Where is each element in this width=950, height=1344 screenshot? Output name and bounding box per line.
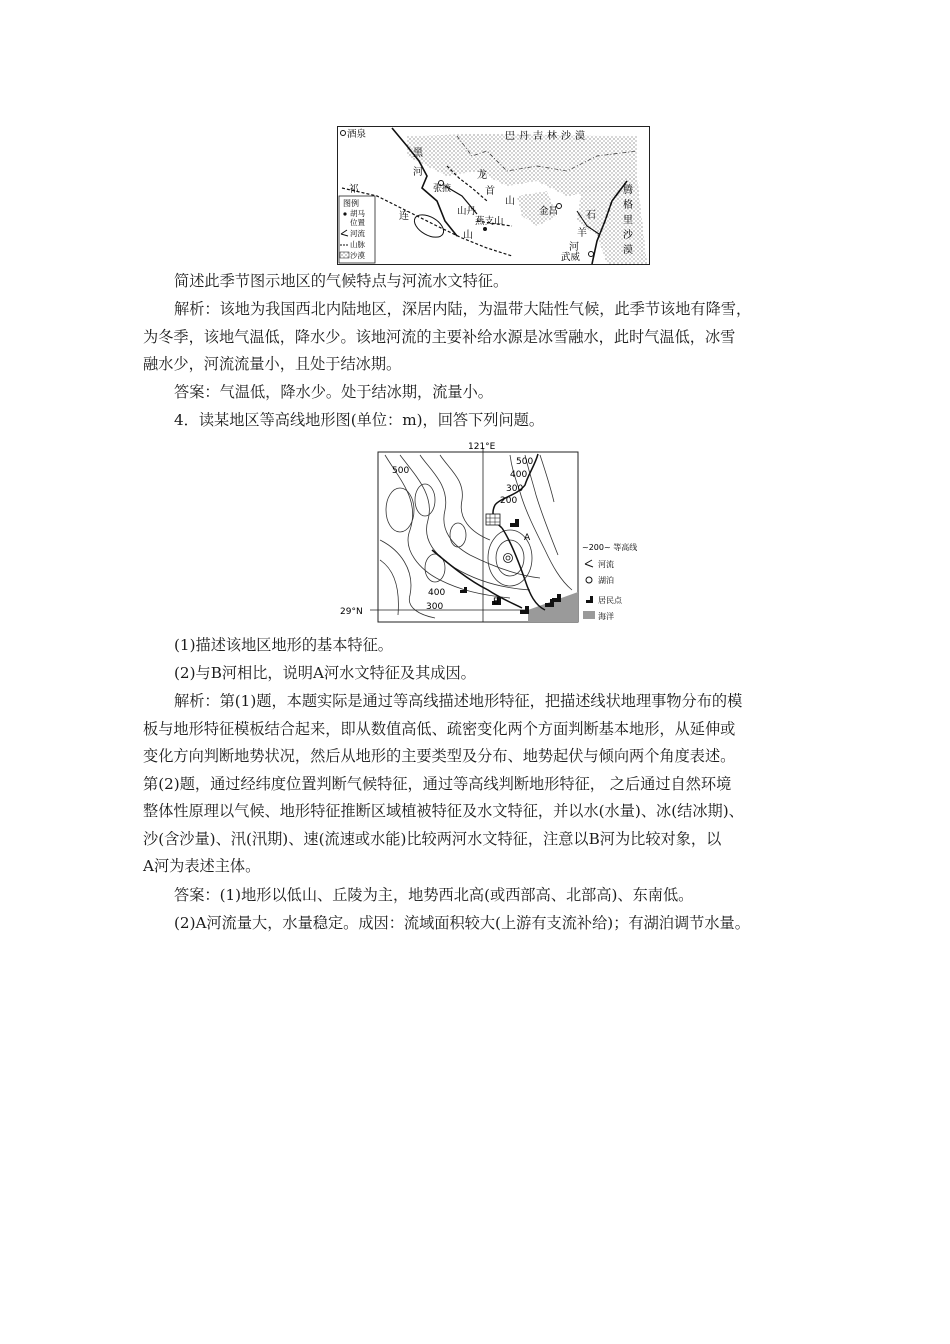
town-block [486, 514, 500, 525]
lon-label: 121°E [468, 442, 496, 452]
legend-desert: 沙漠 [350, 251, 365, 260]
legend-desert-icon [340, 252, 349, 258]
q4-answer2-text: (2)A河流量大，水量稳定。成因：流域面积较大(上游有支流补给)；有湖泊调节水量。 [174, 914, 750, 932]
contour-500-label: 500 [516, 457, 534, 467]
contour-map [340, 440, 640, 627]
river-a-label: A [524, 533, 531, 543]
q4-analysis-line: 解析：第(1)题，本题实际是通过等高线描述地形特征，把描述线状地理事物分布的模 [174, 692, 743, 710]
jiuquan-label: 酒泉 [347, 129, 367, 140]
legend-huma-a: 胡马 [350, 209, 365, 218]
legend-lake-icon [586, 577, 592, 583]
shan-2-label: 山 [463, 230, 473, 241]
legend-settlement: 居民点 [598, 596, 622, 605]
q4-analysis-line: A河为表述主体。 [143, 857, 261, 875]
q4-sub1-text: (1)描述该地区地形的基本特征。 [174, 636, 393, 654]
huma-position-marker [483, 227, 487, 231]
legend-sea-icon [583, 611, 595, 619]
q4-analysis-line: 整体性原理以气候、地形特征推断区域植被特征及水文特征，并以水(水量)、冰(结冰期)、 [143, 802, 744, 820]
jinchang-label: 金昌 [539, 206, 559, 217]
q4-analysis-line: 板与地形特征模板结合起来，即从数值高低、疏密变化两个方面判断基本地形，从延伸或 [143, 719, 736, 738]
yanzhishan-label: 燕支山 [475, 216, 504, 227]
contour-300-label: 300 [506, 484, 524, 494]
li-label: 里 [623, 215, 633, 226]
legend-river-icon [585, 560, 593, 567]
contour-300-label: 300 [426, 602, 444, 612]
hei-label: 黑 [413, 148, 423, 159]
zhangye-label: 张掖 [433, 184, 452, 194]
q4-analysis-line: 变化方向判断地势状况，然后从地形的主要类型及分布、地势起伏与倾向两个角度表述。 [143, 747, 736, 765]
contour-200-label: 200 [500, 496, 518, 506]
legend-sea: 海洋 [598, 612, 614, 621]
sha-label: 沙 [623, 230, 633, 241]
wuwei-label: 武威 [561, 252, 581, 263]
q3-question [174, 268, 814, 296]
q4-sub1 [174, 632, 814, 660]
q3-answer-text: 答案：气温低，降水少。处于结冰期，流量小。 [174, 383, 493, 401]
shan-label: 山 [505, 196, 515, 207]
ge-label: 格 [623, 200, 633, 211]
q3-analysis-line: 为冬季，该地气温低，降水少。该地河流的主要补给水源是冰雪融水，此时气温低，冰雪 [143, 327, 736, 346]
legend-river: 河流 [350, 229, 365, 238]
q3-analysis-line: 融水少，河流流量小，且处于结冰期。 [143, 355, 402, 373]
q3-analysis [143, 296, 814, 379]
legend-title: 图例 [343, 199, 359, 208]
legend-contour: ~200~ 等高线 [582, 543, 638, 552]
q3-question-text: 简述此季节图示地区的气候特点与河流水文特征。 [174, 272, 509, 290]
q4-sub2 [174, 660, 814, 688]
q3-analysis-line: 解析：该地为我国西北内陆地区，深居内陆，为温带大陆性气候，此季节该地有降雪， [174, 300, 752, 318]
lian-label: 连 [399, 211, 409, 222]
q4-answer2 [174, 910, 814, 938]
he-label: 河 [413, 167, 423, 178]
hexi-corridor-map [337, 126, 650, 265]
contour-500-label: 500 [392, 466, 410, 476]
q4-analysis-line: 第(2)题，通过经纬度位置判断气候特征，通过等高线判断地形特征， 之后通过自然环境 [143, 774, 732, 793]
legend-settlement-icon [586, 596, 593, 603]
shandan-label: 山丹 [457, 206, 477, 217]
contour-400-label: 400 [510, 470, 528, 480]
legend-mountain: 山脉 [350, 240, 365, 249]
q4-answer1-text: 答案：(1)地形以低山、丘陵为主，地势西北高(或西部高、北部高)、东南低。 [174, 886, 694, 904]
mo-label: 漠 [623, 245, 633, 256]
river-b-label: B [493, 597, 500, 607]
badanjilin-label: 巴丹吉林沙漠 [505, 131, 589, 142]
teng-label: 腾 [623, 185, 633, 196]
legend-huma-icon [343, 212, 346, 215]
lat-label: 29°N [340, 607, 363, 617]
q4-analysis [143, 688, 814, 881]
legend-river: 河流 [598, 560, 614, 569]
contour-400-label: 400 [428, 588, 446, 598]
q4-analysis-line: 沙(含沙量)、汛(汛期)、速(流速或水能)比较两河水文特征，注意以B河为比较对象，以 [143, 829, 722, 848]
shou-label: 首 [485, 186, 495, 197]
shi-label: 石 [586, 210, 596, 221]
q4-sub2-text: (2)与B河相比，说明A河水文特征及其成因。 [174, 664, 476, 682]
yang-label: 羊 [577, 228, 587, 239]
legend-huma-b: 位置 [350, 218, 365, 227]
q4-answer1 [174, 882, 814, 910]
q3-answer [174, 379, 814, 407]
he-2-label: 河 [569, 242, 579, 253]
q4-title [174, 407, 814, 435]
qi-label: 祁 [349, 184, 359, 195]
long-label: 龙 [477, 170, 487, 181]
legend-lake: 湖泊 [598, 576, 614, 585]
q4-title-text: 4．读某地区等高线地形图(单位：m)，回答下列问题。 [174, 411, 545, 429]
